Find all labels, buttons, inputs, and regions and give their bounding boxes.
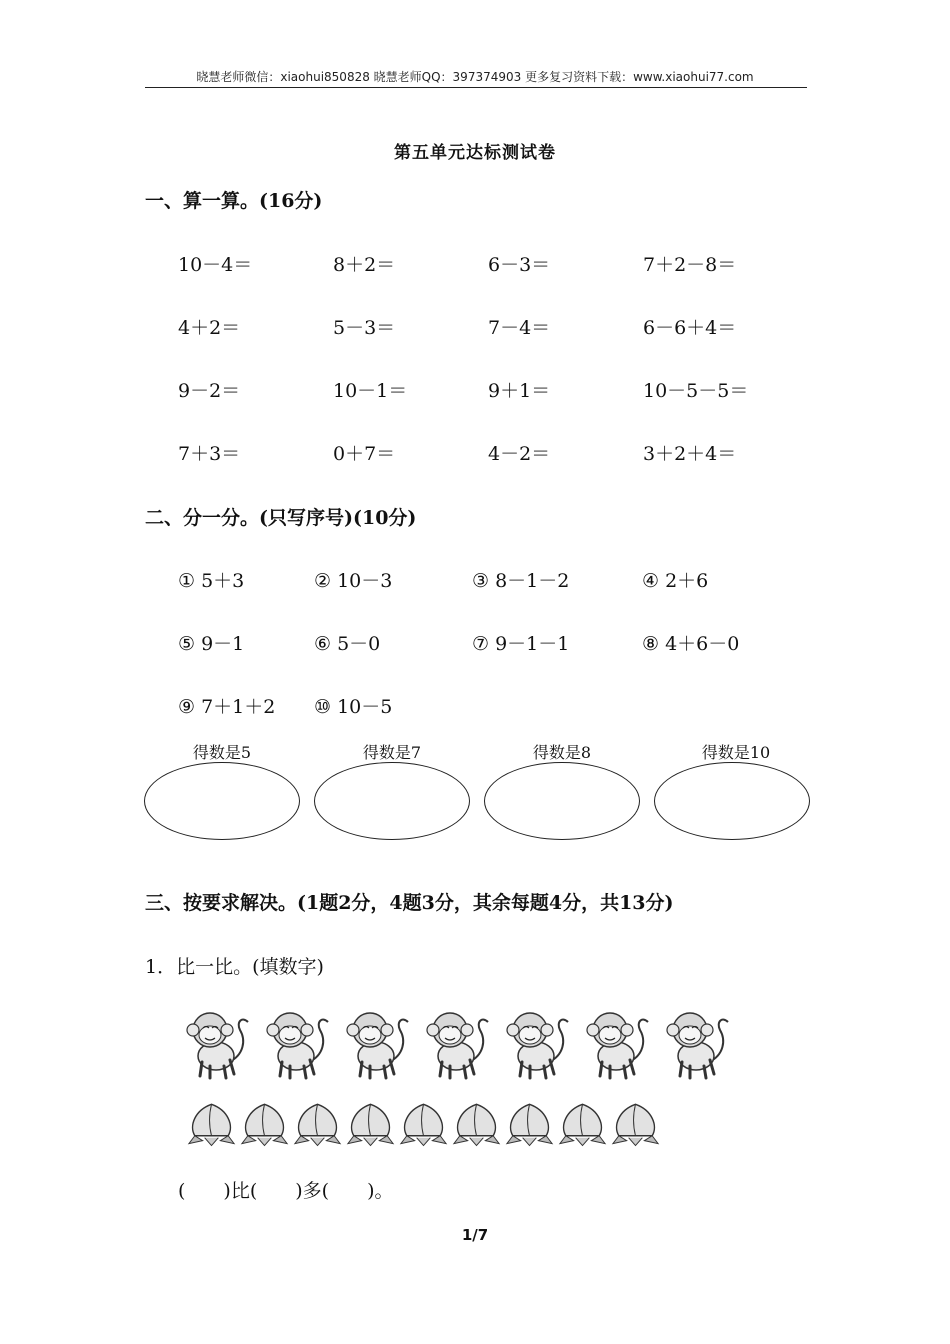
monkey-image: [178, 1000, 258, 1080]
calc-row: [178, 313, 798, 340]
calc-item: 10－5－5＝: [643, 380, 749, 402]
answer-oval-7[interactable]: [314, 762, 470, 840]
calc-item: 6－3＝: [488, 254, 551, 276]
calc-row: [178, 250, 798, 277]
monkey-image: [338, 1000, 418, 1080]
peach-image: [344, 1096, 397, 1148]
calc-item: 5－3＝: [333, 317, 396, 339]
question-1: 1．比一比。(填数字): [145, 956, 324, 978]
expr-row: [178, 629, 818, 656]
expr-row: [178, 566, 818, 593]
expr-item: ⑩ 10－5: [314, 696, 393, 718]
calc-item: 8＋2＝: [333, 254, 396, 276]
answer-oval-10[interactable]: [654, 762, 810, 840]
peach-image: [397, 1096, 450, 1148]
peach-image: [291, 1096, 344, 1148]
calc-item: 9＋1＝: [488, 380, 551, 402]
peach-image: [556, 1096, 609, 1148]
monkey-image: [418, 1000, 498, 1080]
calc-item: 4＋2＝: [178, 317, 241, 339]
peach-image: [609, 1096, 662, 1148]
section1-heading: 一、算一算。(16分): [145, 190, 323, 212]
monkey-image: [258, 1000, 338, 1080]
peach-image: [238, 1096, 291, 1148]
calc-item: 7－4＝: [488, 317, 551, 339]
peach-row: [185, 1096, 662, 1148]
page-number: 1/7: [461, 1226, 489, 1244]
peach-image: [185, 1096, 238, 1148]
expr-item: ② 10－3: [314, 570, 393, 592]
group-label-8: 得数是8: [532, 743, 592, 762]
group-label-7: 得数是7: [362, 743, 422, 762]
answer-oval-5[interactable]: [144, 762, 300, 840]
page-header: 晓慧老师微信：xiaohui850828 晓慧老师QQ：397374903 更多复习资料下载：www.xiaohui77.com: [196, 70, 754, 84]
expr-row: [178, 692, 818, 719]
section3-heading: 三、按要求解决。(1题2分，4题3分，其余每题4分，共13分): [145, 892, 674, 914]
calc-item: 9－2＝: [178, 380, 241, 402]
group-label-5: 得数是5: [192, 743, 252, 762]
calc-item: 0＋7＝: [333, 443, 396, 465]
expr-item: ⑨ 7＋1＋2: [178, 696, 276, 718]
expr-item: ③ 8－1－2: [472, 570, 570, 592]
calc-item: 6－6＋4＝: [643, 317, 737, 339]
calc-row: [178, 439, 798, 466]
monkey-row: [178, 1000, 738, 1080]
expr-item: ⑧ 4＋6－0: [642, 633, 740, 655]
calc-item: 3＋2＋4＝: [643, 443, 737, 465]
calc-item: 10－4＝: [178, 254, 253, 276]
calc-item: 7＋3＝: [178, 443, 241, 465]
section2-heading: 二、分一分。(只写序号)(10分): [145, 507, 417, 529]
header-divider: [145, 87, 807, 88]
peach-image: [503, 1096, 556, 1148]
page-title: 第五单元达标测试卷: [394, 143, 556, 163]
monkey-image: [498, 1000, 578, 1080]
expr-item: ⑥ 5－0: [314, 633, 381, 655]
peach-image: [450, 1096, 503, 1148]
calc-item: 10－1＝: [333, 380, 408, 402]
calc-item: 4－2＝: [488, 443, 551, 465]
group-label-10: 得数是10: [701, 743, 771, 762]
monkey-image: [578, 1000, 658, 1080]
expr-item: ⑦ 9－1－1: [472, 633, 570, 655]
expr-item: ④ 2＋6: [642, 570, 709, 592]
calc-row: [178, 376, 798, 403]
expr-item: ① 5＋3: [178, 570, 245, 592]
answer-oval-8[interactable]: [484, 762, 640, 840]
calc-item: 7＋2－8＝: [643, 254, 737, 276]
monkey-image: [658, 1000, 738, 1080]
expr-item: ⑤ 9－1: [178, 633, 245, 655]
comparison-answer-line: ( )比( )多( )。: [178, 1180, 394, 1202]
